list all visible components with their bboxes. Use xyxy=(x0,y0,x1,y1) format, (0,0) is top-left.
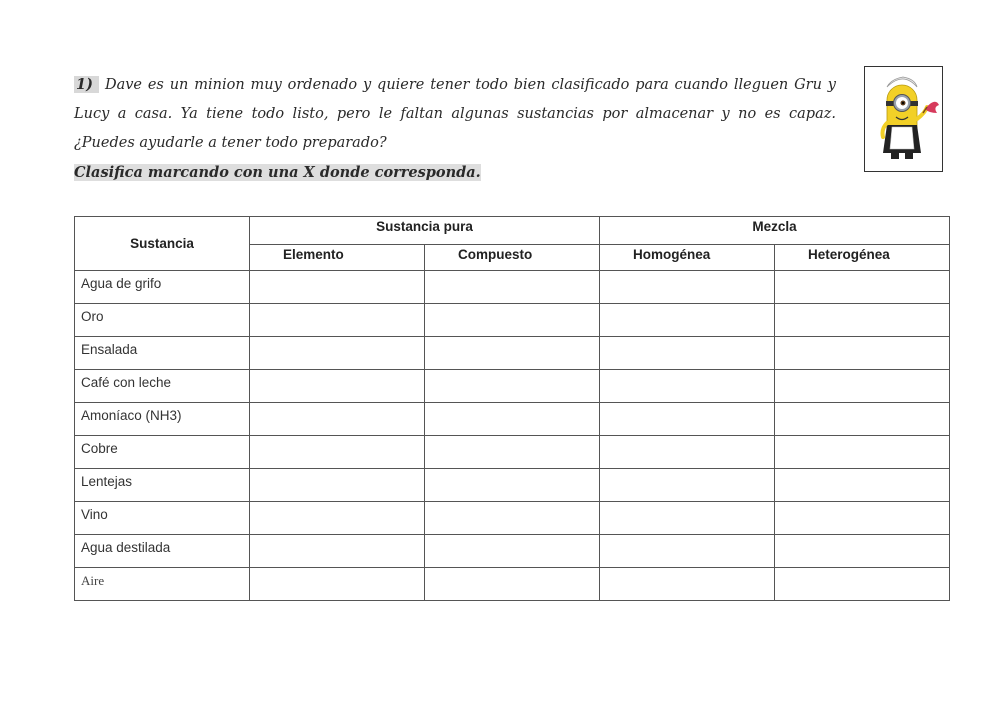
exercise-text: Dave es un minion muy ordenado y quiere tener todo bien clasificado para cuando lleguen Gru y Lucy a casa. Ya tiene todo listo, pero le faltan algunas sustancias por almacenar y no es capaz. ¿Puedes ayudarle a tener todo preparado? xyxy=(74,77,836,151)
table-row xyxy=(75,271,950,304)
header-heterogenea: Heterogénea xyxy=(775,245,950,271)
answer-cell-heterogenea[interactable] xyxy=(775,271,950,304)
table-row xyxy=(75,436,950,469)
answer-cell-heterogenea[interactable] xyxy=(775,502,950,535)
exercise-number: 1) xyxy=(74,76,99,93)
row-label: Amoníaco (NH3) xyxy=(75,403,250,436)
answer-cell-compuesto[interactable] xyxy=(425,568,600,601)
table-row xyxy=(75,502,950,535)
header-sustancia: Sustancia xyxy=(75,217,250,271)
header-sustancia-pura: Sustancia pura xyxy=(250,217,600,245)
row-label: Ensalada xyxy=(75,337,250,370)
answer-cell-compuesto[interactable] xyxy=(425,469,600,502)
table-row xyxy=(75,535,950,568)
answer-cell-homogenea[interactable] xyxy=(600,304,775,337)
answer-cell-homogenea[interactable] xyxy=(600,403,775,436)
answer-cell-elemento[interactable] xyxy=(250,436,425,469)
answer-cell-elemento[interactable] xyxy=(250,568,425,601)
row-label: Agua de grifo xyxy=(75,271,250,304)
answer-cell-heterogenea[interactable] xyxy=(775,337,950,370)
answer-cell-elemento[interactable] xyxy=(250,502,425,535)
answer-cell-elemento[interactable] xyxy=(250,535,425,568)
answer-cell-homogenea[interactable] xyxy=(600,337,775,370)
header-compuesto: Compuesto xyxy=(425,245,600,271)
answer-cell-compuesto[interactable] xyxy=(425,370,600,403)
row-label: Café con leche xyxy=(75,370,250,403)
header-mezcla: Mezcla xyxy=(600,217,950,245)
answer-cell-elemento[interactable] xyxy=(250,271,425,304)
answer-cell-compuesto[interactable] xyxy=(425,403,600,436)
answer-cell-compuesto[interactable] xyxy=(425,337,600,370)
exercise-instruction: Clasifica marcando con una X donde corresponda. xyxy=(74,164,481,181)
answer-cell-homogenea[interactable] xyxy=(600,535,775,568)
answer-cell-elemento[interactable] xyxy=(250,304,425,337)
exercise-intro xyxy=(74,70,836,187)
answer-cell-heterogenea[interactable] xyxy=(775,436,950,469)
answer-cell-heterogenea[interactable] xyxy=(775,370,950,403)
answer-cell-compuesto[interactable] xyxy=(425,436,600,469)
answer-cell-compuesto[interactable] xyxy=(425,535,600,568)
answer-cell-homogenea[interactable] xyxy=(600,436,775,469)
header-homogenea: Homogénea xyxy=(600,245,775,271)
row-label: Cobre xyxy=(75,436,250,469)
answer-cell-homogenea[interactable] xyxy=(600,370,775,403)
answer-cell-heterogenea[interactable] xyxy=(775,568,950,601)
table-row xyxy=(75,403,950,436)
table-row xyxy=(75,337,950,370)
answer-cell-heterogenea[interactable] xyxy=(775,403,950,436)
classification-table xyxy=(74,216,950,601)
row-label: Vino xyxy=(75,502,250,535)
answer-cell-compuesto[interactable] xyxy=(425,304,600,337)
minion-maid-illustration xyxy=(865,67,942,171)
table-row xyxy=(75,469,950,502)
table-row xyxy=(75,568,950,601)
minion-image xyxy=(864,66,943,172)
answer-cell-homogenea[interactable] xyxy=(600,502,775,535)
row-label: Oro xyxy=(75,304,250,337)
answer-cell-homogenea[interactable] xyxy=(600,568,775,601)
answer-cell-elemento[interactable] xyxy=(250,337,425,370)
row-label: Lentejas xyxy=(75,469,250,502)
row-label: Agua destilada xyxy=(75,535,250,568)
table-row xyxy=(75,304,950,337)
answer-cell-heterogenea[interactable] xyxy=(775,469,950,502)
table-row xyxy=(75,370,950,403)
answer-cell-compuesto[interactable] xyxy=(425,271,600,304)
answer-cell-compuesto[interactable] xyxy=(425,502,600,535)
answer-cell-elemento[interactable] xyxy=(250,403,425,436)
answer-cell-heterogenea[interactable] xyxy=(775,535,950,568)
answer-cell-elemento[interactable] xyxy=(250,370,425,403)
answer-cell-heterogenea[interactable] xyxy=(775,304,950,337)
row-label: Aire xyxy=(75,568,250,601)
answer-cell-homogenea[interactable] xyxy=(600,469,775,502)
answer-cell-elemento[interactable] xyxy=(250,469,425,502)
exercise-paragraph xyxy=(74,70,836,158)
header-elemento: Elemento xyxy=(250,245,425,271)
answer-cell-homogenea[interactable] xyxy=(600,271,775,304)
